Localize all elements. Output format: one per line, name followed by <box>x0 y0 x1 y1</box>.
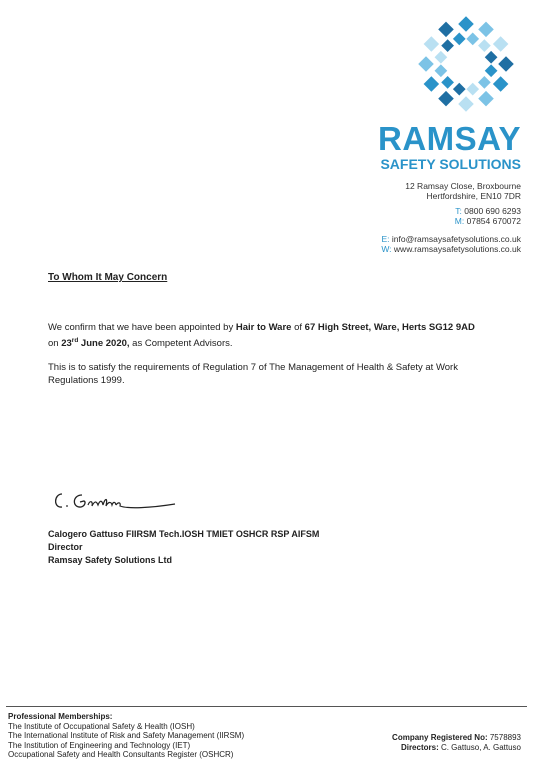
logo-tile <box>458 16 474 32</box>
logo-tile <box>438 91 454 107</box>
phone-block <box>455 206 521 226</box>
company-address <box>405 181 521 201</box>
ramsay-logo-icon <box>410 8 522 120</box>
logo-tile <box>478 22 494 38</box>
logo-tile <box>485 64 498 77</box>
membership-item: Occupational Safety and Health Consultants Register (OSHCR) <box>8 750 234 759</box>
email-link[interactable]: info@ramsaysafetysolutions.co.uk <box>391 234 521 244</box>
logo-tile <box>453 83 466 96</box>
address-line-2: Hertfordshire, EN10 7DR <box>426 191 521 201</box>
logo-tile <box>466 83 479 96</box>
logo-tile <box>498 56 514 72</box>
mobile <box>455 216 521 226</box>
logo-tile <box>441 39 454 52</box>
directors-value: C. Gattuso, A. Gattuso <box>438 742 521 752</box>
paragraph-appointment <box>48 322 488 350</box>
logo-tile <box>438 22 454 38</box>
logo-tile <box>435 64 448 77</box>
client-address: 67 High Street, Ware, Herts SG12 9AD <box>304 322 475 333</box>
website <box>381 244 521 254</box>
client-name: Hair to Ware <box>235 322 292 333</box>
reg-value: 7578893 <box>487 733 521 742</box>
brand-subtitle: SAFETY SOLUTIONS <box>380 156 521 172</box>
reg-label: Company Registered No: <box>392 733 488 742</box>
brand-name: RAMSAY <box>378 120 521 157</box>
logo-tile <box>424 36 440 52</box>
signer-block <box>48 528 319 567</box>
mobile-key: M: <box>454 216 465 226</box>
registration-number <box>392 733 521 743</box>
logo-tile <box>485 51 498 64</box>
date-rest: June 2020, <box>78 337 130 349</box>
salutation: To Whom It May Concern <box>48 272 168 283</box>
logo-tile <box>478 39 491 52</box>
tel-key: T: <box>455 206 462 216</box>
paragraph-regulation: This is to satisfy the requirements of Regulation 7 of The Management of Health & Safety at Work Regulations 1999. <box>48 362 458 386</box>
logo-tile <box>453 33 466 46</box>
professional-memberships <box>8 712 244 760</box>
p1-text-c: on <box>48 337 62 349</box>
website-link[interactable]: www.ramsaysafetysolutions.co.uk <box>393 244 521 254</box>
handwritten-signature <box>50 486 180 516</box>
date-suffix: rd <box>71 336 79 344</box>
company-registration <box>392 733 521 752</box>
address-line-1: 12 Ramsay Close, Broxbourne <box>405 181 521 191</box>
logo-tile <box>478 76 491 89</box>
logo-tile <box>441 76 454 89</box>
logo-tile <box>424 76 440 92</box>
membership-item: The Institution of Engineering and Technology (IET) <box>8 740 191 750</box>
tel-value: 0800 690 6293 <box>464 206 521 216</box>
logo-tile <box>493 36 509 52</box>
logo-tile <box>466 33 479 46</box>
mobile-value: 07854 670072 <box>466 216 521 226</box>
logo-tile <box>493 76 509 92</box>
telephone <box>455 206 521 216</box>
directors <box>392 743 521 753</box>
signer-name: Calogero Gattuso FIIRSM Tech.IOSH TMIET OSHCR RSP AIFSM <box>48 529 320 539</box>
logo-tile <box>435 51 448 64</box>
appointment-date <box>61 338 129 349</box>
logo-tile <box>458 96 474 112</box>
membership-item: The International Institute of Risk and Safety Management (IIRSM) <box>8 731 245 740</box>
signer-title: Director <box>48 542 83 552</box>
date-day: 23 <box>61 337 72 349</box>
p1-text-b: of <box>291 322 305 333</box>
online-contact-block <box>381 234 521 254</box>
memberships-heading: Professional Memberships: <box>8 712 113 721</box>
directors-label: Directors: <box>400 742 439 752</box>
signer-company: Ramsay Safety Solutions Ltd <box>48 555 173 565</box>
logo-tile <box>418 56 434 72</box>
footer-divider <box>6 706 527 707</box>
email <box>381 234 521 244</box>
membership-item: The Institute of Occupational Safety & Health (IOSH) <box>8 721 195 731</box>
web-key: W: <box>381 244 392 254</box>
p1-text-d: as Competent Advisors. <box>129 337 233 349</box>
logo-tile <box>478 91 494 107</box>
email-key: E: <box>381 234 390 244</box>
p1-text-a: We confirm that we have been appointed by <box>48 322 236 333</box>
